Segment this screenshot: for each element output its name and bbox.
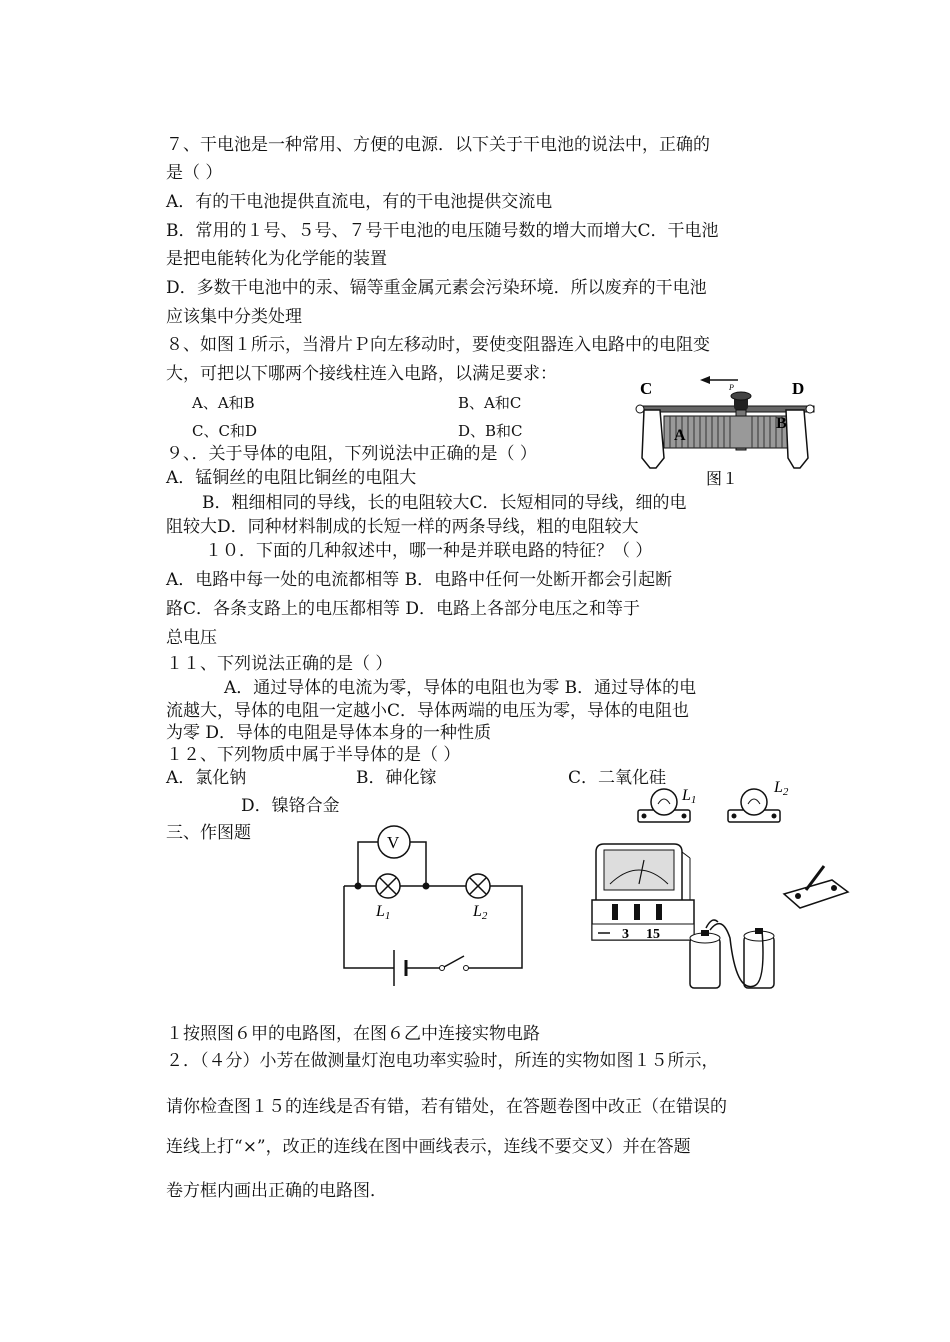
- apparatus-illustration: [586, 772, 866, 1002]
- q8-option-a: A、A和B: [192, 394, 255, 412]
- q8-option-b: B、A和C: [458, 394, 522, 412]
- q7-line-2: 是（ ）: [166, 163, 223, 183]
- left-end-bracket: [642, 410, 664, 468]
- figure-1-caption: 图１: [706, 469, 739, 488]
- lamp-2-label: L2: [473, 903, 488, 922]
- rheostat-label-a: A: [674, 427, 686, 444]
- rheostat-figure: [630, 372, 820, 490]
- rheostat-label-d: D: [792, 379, 805, 398]
- task-2-line-1: ２．（４分）小芳在做测量灯泡电功率实验时，所连的实物如图１５所示，: [166, 1051, 719, 1071]
- task-2-line-4: 卷方框内画出正确的电路图．: [166, 1181, 387, 1201]
- lamp-1-symbol: [376, 874, 400, 898]
- q7-option-a: A．有的干电池提供直流电，有的干电池提供交流电: [166, 192, 553, 212]
- q8-line-2: 大，可把以下哪两个接线柱连入电路，以满足要求：: [166, 364, 557, 384]
- task-1: １按照图６甲的电路图，在图６乙中连接实物电路: [166, 1024, 540, 1044]
- right-end-bracket: [786, 410, 808, 468]
- junction-dot-left: [355, 883, 362, 890]
- q11-stem: １１、下列说法正确的是（ ）: [166, 654, 393, 674]
- q8-option-c: C、C和D: [192, 422, 257, 440]
- section-3-title: 三、作图题: [166, 823, 251, 843]
- q10-stem: １０．下面的几种叙述中，哪一种是并联电路的特征？（ ）: [205, 541, 653, 561]
- q9-option-cd: 阻较大D．同种材料制成的长短一样的两条导线，粗的电阻较大: [166, 517, 639, 537]
- junction-dot-right: [423, 883, 430, 890]
- battery-symbol: [388, 950, 412, 986]
- q11-option-bc: 流越大，导体的电阻一定越小C．导体两端的电压为零，导体的电阻也: [166, 701, 690, 721]
- q12-option-d: D．镍铬合金: [241, 796, 340, 816]
- q12-option-b: B．砷化镓: [356, 768, 437, 788]
- q7-line-1: ７、干电池是一种常用、方便的电源．以下关于干电池的说法中，正确的: [166, 135, 710, 155]
- q11-option-cd: 为零 D．导体的电阻是导体本身的一种性质: [166, 723, 492, 743]
- lamp-1-label: L1: [376, 903, 391, 922]
- bulb-1-label: L1: [682, 787, 697, 806]
- q9-option-b: B．粗细相同的导线，长的电阻较大C．长短相同的导线，细的电: [202, 493, 687, 513]
- q11-option-ab: A．通过导体的电流为零，导体的电阻也为零 B．通过导体的电: [224, 678, 697, 698]
- bulb-2-label: L2: [774, 779, 789, 798]
- lamp-2-symbol: [466, 874, 490, 898]
- battery-cells: [690, 920, 774, 988]
- terminal-3-label: 3: [622, 927, 629, 942]
- q7-option-b: B．常用的１号、５号、７号干电池的电压随号数的增大而增大C．干电池: [166, 221, 719, 241]
- circuit-diagram: [336, 820, 536, 1005]
- rheostat-label-b: B: [776, 415, 787, 432]
- q7-option-d-1: D．多数干电池中的汞、镉等重金属元素会污染环境．所以废弃的干电池: [166, 278, 707, 298]
- q7-option-c: 是把电能转化为化学能的装置: [166, 249, 387, 269]
- q12-option-c: C．二氧化硅: [568, 768, 667, 788]
- q9-stem: ９、．关于导体的电阻，下列说法中正确的是（ ）: [166, 444, 537, 464]
- q10-option-ab: A．电路中每一处的电流都相等 B．电路中任何一处断开都会引起断: [166, 570, 673, 590]
- q12-stem: １２、下列物质中属于半导体的是（ ）: [166, 745, 461, 765]
- switch-symbol: [440, 956, 469, 971]
- task-2-line-2: 请你检查图１５的连线是否有错，若有错处，在答题卷图中改正（在错误的: [166, 1097, 727, 1117]
- rheostat-label-p: P: [729, 383, 734, 392]
- voltmeter-device: [592, 844, 694, 942]
- voltmeter-label: V: [387, 833, 400, 852]
- q9-option-a: A．锰铜丝的电阻比铜丝的电阻大: [166, 468, 417, 488]
- q7-option-d-2: 应该集中分类处理: [166, 307, 302, 327]
- q8-line-1: ８、如图１所示，当滑片Ｐ向左移动时，要使变阻器连入电路中的电阻变: [166, 335, 710, 355]
- q8-option-d: D、B和C: [458, 422, 523, 440]
- terminal-15-label: 15: [646, 927, 660, 942]
- q10-option-cd: 路C．各条支路上的电压都相等 D．电路上各部分电压之和等于: [166, 599, 641, 619]
- q10-option-d-end: 总电压: [166, 628, 217, 648]
- task-2-line-3: 连线上打“×”，改正的连线在图中画线表示，连线不要交叉）并在答题: [166, 1137, 691, 1157]
- rheostat-label-c: C: [640, 379, 653, 398]
- q12-option-a: A．氯化钠: [166, 768, 247, 788]
- bulb-2-on-holder: [728, 789, 780, 822]
- knife-switch: [784, 866, 848, 908]
